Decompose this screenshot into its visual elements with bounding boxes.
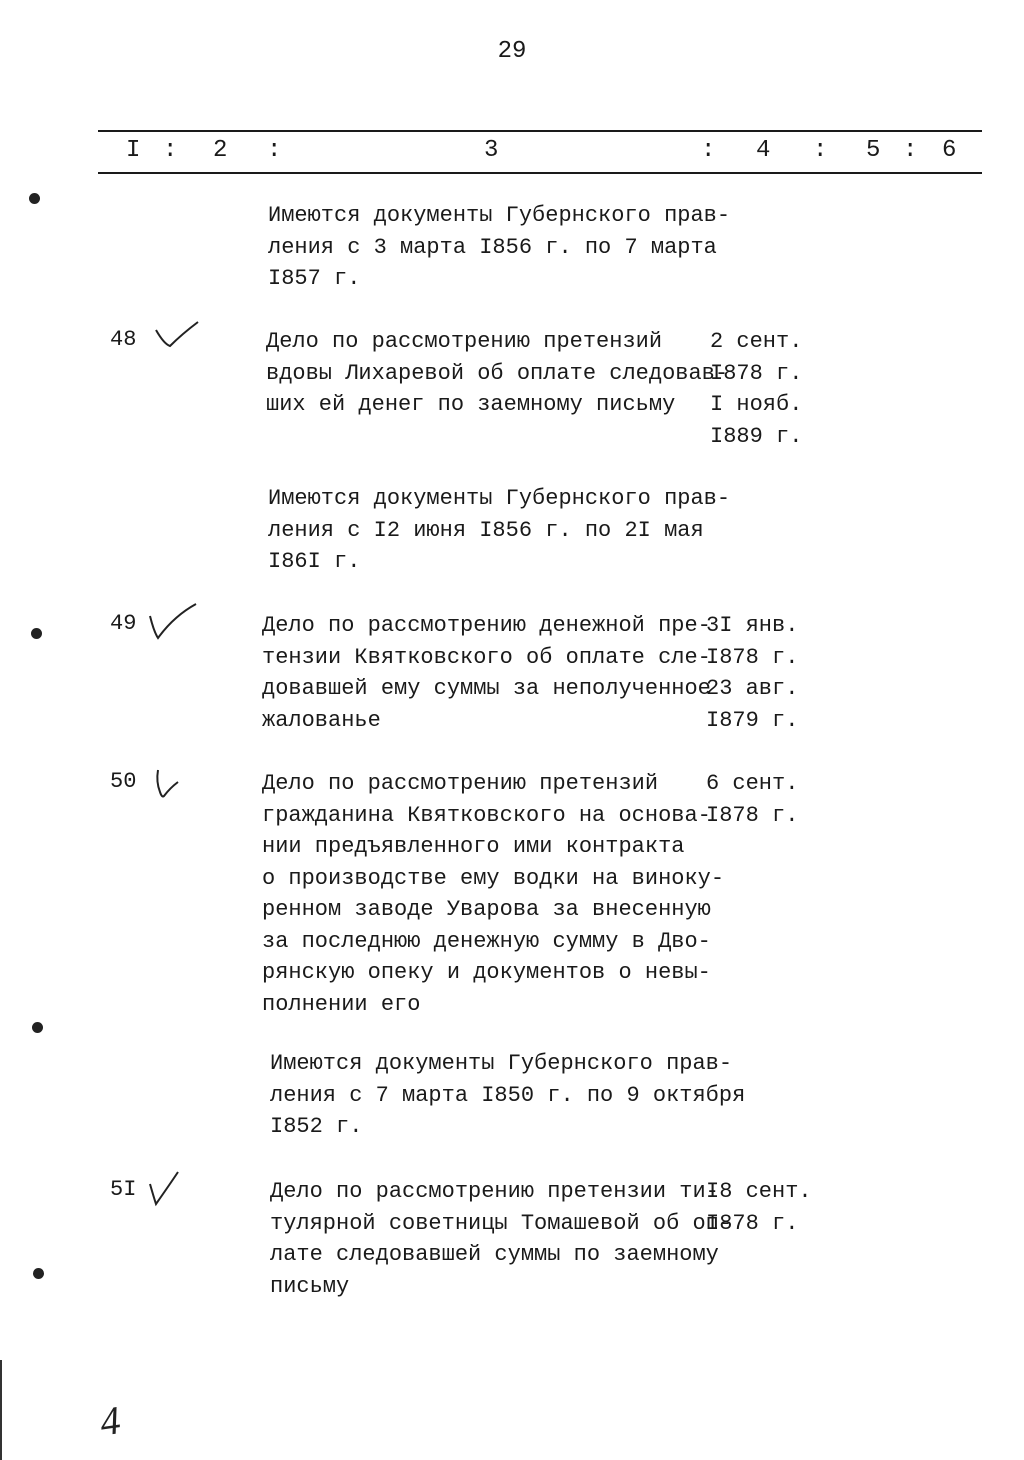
binding-hole bbox=[29, 193, 40, 204]
entry-number: 50 bbox=[110, 769, 137, 794]
entry-text: Дело по рассмотрению претензий гражданина Квятковского на основа- нии предъявленного ими контракта о производстве ему водки на виноку- ренном заводе Уварова за внесенную за последнюю денежную сумму в Дво- рянскую опеку и документов о невы- полнении его bbox=[262, 771, 725, 1017]
header-rule-bottom bbox=[98, 172, 982, 174]
checkmark-icon bbox=[146, 320, 206, 356]
entry-dates: 3I янв. I878 г. 23 авг. I879 г. bbox=[706, 613, 799, 733]
header-col-3: 3 bbox=[484, 137, 499, 164]
checkmark-icon bbox=[146, 766, 206, 802]
header-separator: : bbox=[701, 137, 716, 164]
header-col-2: 2 bbox=[213, 137, 228, 164]
header-rule-top bbox=[98, 130, 982, 132]
handwritten-mark-text: 4 bbox=[97, 1397, 124, 1445]
entry-dates: 2 сент. I878 г. I нояб. I889 г. bbox=[710, 329, 803, 449]
entry-text: Дело по рассмотрению претензий вдовы Лихаревой об оплате следовав- ших ей денег по заемному письму bbox=[266, 329, 729, 417]
entry-text: Дело по рассмотрению денежной пре- тензии Квятковского об оплате сле- довавшей ему суммы за неполученное жалованье bbox=[262, 613, 711, 733]
entry-text: Дело по рассмотрению претензии ти- тулярной советницы Томашевой об оп- лате следовавшей суммы по заемному письму bbox=[270, 1179, 733, 1299]
note-text: Имеются документы Губернского прав- ления с 7 марта I850 г. по 9 октября I852 г. bbox=[270, 1051, 746, 1139]
entry-number: 49 bbox=[110, 611, 137, 636]
header-col-4: 4 bbox=[756, 137, 771, 164]
header-col-6: 6 bbox=[942, 137, 957, 164]
header-separator: : bbox=[163, 137, 178, 164]
header-col-5: 5 bbox=[866, 137, 881, 164]
checkmark-icon bbox=[146, 604, 206, 640]
note-text: Имеются документы Губернского прав- ления с 3 марта I856 г. по 7 марта I857 г. bbox=[268, 203, 731, 291]
binding-hole bbox=[31, 628, 42, 639]
entry-dates: I8 сент. I878 г. bbox=[706, 1179, 812, 1236]
header-separator: : bbox=[813, 137, 828, 164]
checkmark-icon bbox=[146, 1170, 206, 1206]
page-number: 29 bbox=[497, 38, 527, 65]
header-col-1: I bbox=[126, 137, 141, 164]
handwritten-mark bbox=[96, 1397, 130, 1445]
entry-number: 5I bbox=[110, 1177, 137, 1202]
header-separator: : bbox=[903, 137, 918, 164]
entry-dates: 6 сент. I878 г. bbox=[706, 771, 799, 828]
margin-line bbox=[0, 1360, 2, 1460]
binding-hole bbox=[32, 1022, 43, 1033]
entry-number: 48 bbox=[110, 327, 137, 352]
note-text: Имеются документы Губернского прав- ления с I2 июня I856 г. по 2I мая I86I г. bbox=[268, 486, 731, 574]
header-separator: : bbox=[267, 137, 282, 164]
binding-hole bbox=[33, 1268, 44, 1279]
